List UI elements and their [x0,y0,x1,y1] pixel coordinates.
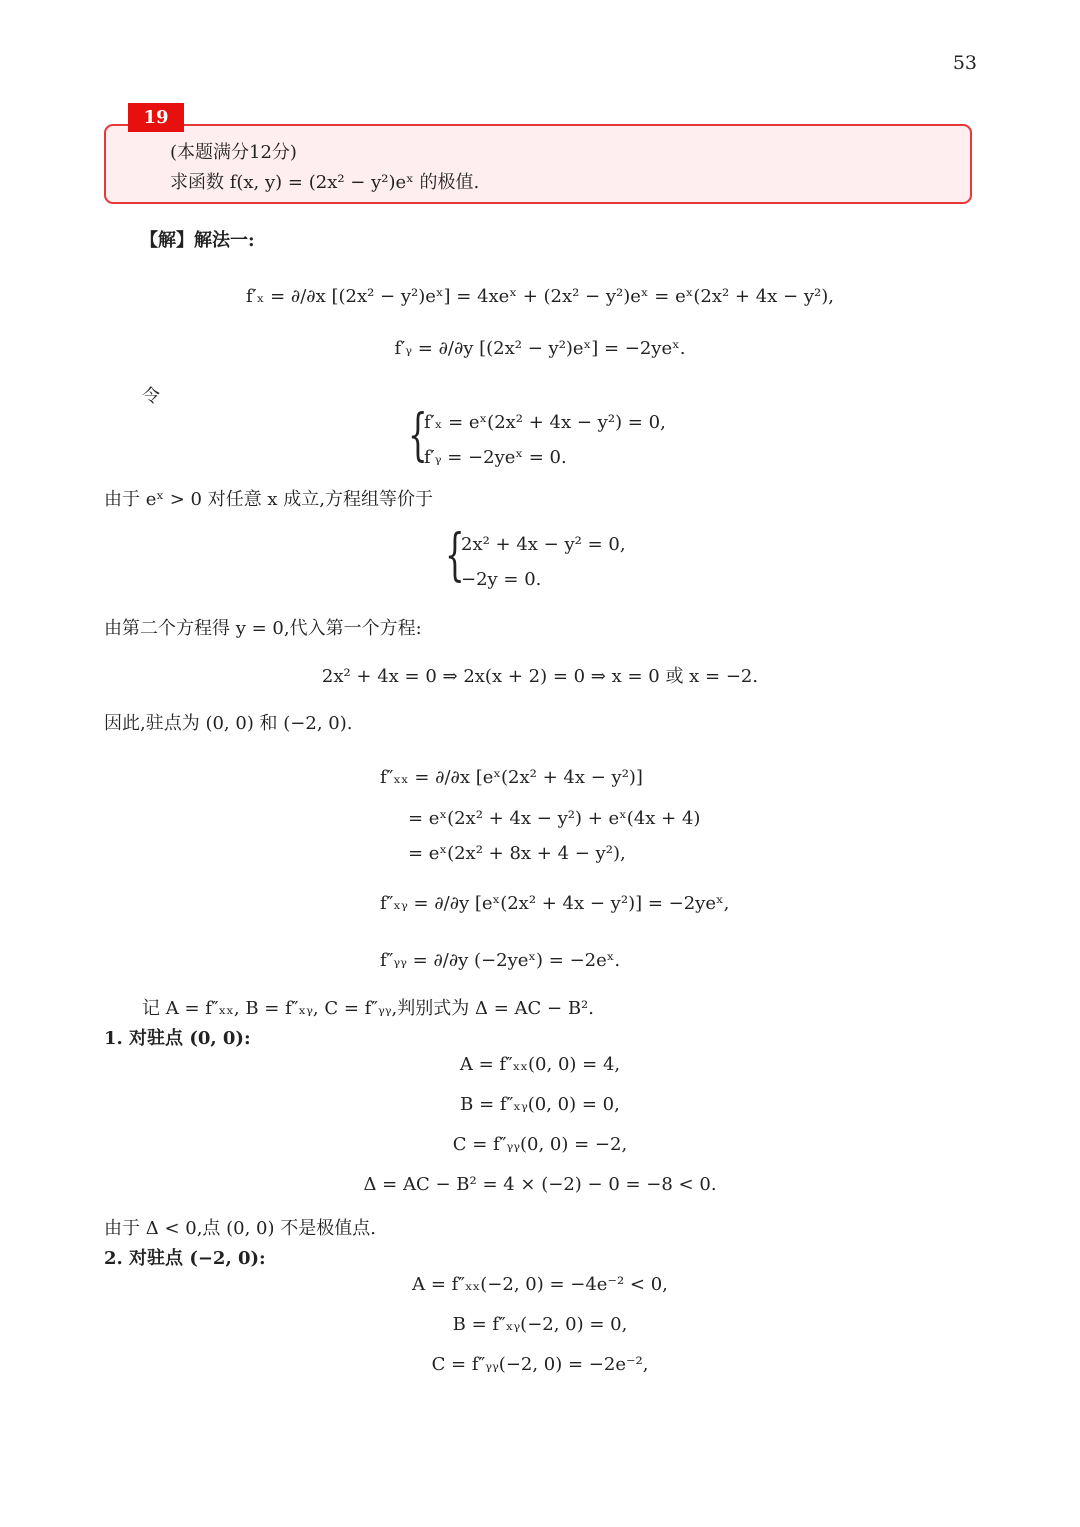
page-number: 53 [952,52,977,74]
solve-line: 2x² + 4x = 0 ⇒ 2x(x + 2) = 0 ⇒ x = 0 或 x = −2. [321,666,759,687]
since-text: 由于 eˣ > 0 对任意 x 成立,方程组等价于 [104,489,434,510]
case1-title: 1. 对驻点 (0, 0): [104,1028,251,1049]
case1-A: A = f″ₓₓ(0, 0) = 4, [459,1054,621,1075]
system2-brace: { [445,523,465,588]
fxx-line1: f″ₓₓ = ∂/∂x [eˣ(2x² + 4x − y²)] [380,767,643,788]
solution-heading: 【解】解法一: [140,230,255,251]
system1-brace: { [408,403,428,468]
fxx-line2: = eˣ(2x² + 4x − y²) + eˣ(4x + 4) [408,808,701,829]
case2-A: A = f″ₓₓ(−2, 0) = −4e⁻² < 0, [412,1274,668,1295]
fyy-line: f″ᵧᵧ = ∂/∂y (−2yeˣ) = −2eˣ. [380,950,621,971]
problem-statement: 求函数 f(x, y) = (2x² − y²)eˣ 的极值. [170,172,480,193]
system1-eq2: f′ᵧ = −2yeˣ = 0. [424,447,567,468]
case2-title: 2. 对驻点 (−2, 0): [104,1248,266,1269]
equation-fy: f′ᵧ = ∂/∂y [(2x² − y²)eˣ] = −2yeˣ. [394,338,686,359]
let-text: 令 [142,386,160,407]
case1-B: B = f″ₓᵧ(0, 0) = 0, [460,1094,620,1115]
problem-number-badge: 19 [128,103,184,132]
from-second-text: 由第二个方程得 y = 0,代入第一个方程: [104,618,422,639]
fxy-line: f″ₓᵧ = ∂/∂y [eˣ(2x² + 4x − y²)] = −2yeˣ, [380,893,730,914]
system2-eq1: 2x² + 4x − y² = 0, [461,534,626,555]
notation-text: 记 A = f″ₓₓ, B = f″ₓᵧ, C = f″ᵧᵧ,判别式为 Δ = AC − B². [142,998,594,1019]
stationary-points-text: 因此,驻点为 (0, 0) 和 (−2, 0). [104,713,353,734]
system1-eq1: f′ₓ = eˣ(2x² + 4x − y²) = 0, [424,412,666,433]
fxx-line3: = eˣ(2x² + 8x + 4 − y²), [408,843,626,864]
case1-conclusion: 由于 Δ < 0,点 (0, 0) 不是极值点. [104,1218,376,1239]
case1-discriminant: Δ = AC − B² = 4 × (−2) − 0 = −8 < 0. [363,1174,717,1195]
equation-fx: f′ₓ = ∂/∂x [(2x² − y²)eˣ] = 4xeˣ + (2x² − y²)eˣ = eˣ(2x² + 4x − y²), [246,286,834,307]
case2-C: C = f″ᵧᵧ(−2, 0) = −2e⁻², [431,1354,649,1375]
case1-C: C = f″ᵧᵧ(0, 0) = −2, [452,1134,628,1155]
system2-eq2: −2y = 0. [461,569,542,590]
case2-B: B = f″ₓᵧ(−2, 0) = 0, [452,1314,628,1335]
problem-points: (本题满分12分) [170,142,297,163]
